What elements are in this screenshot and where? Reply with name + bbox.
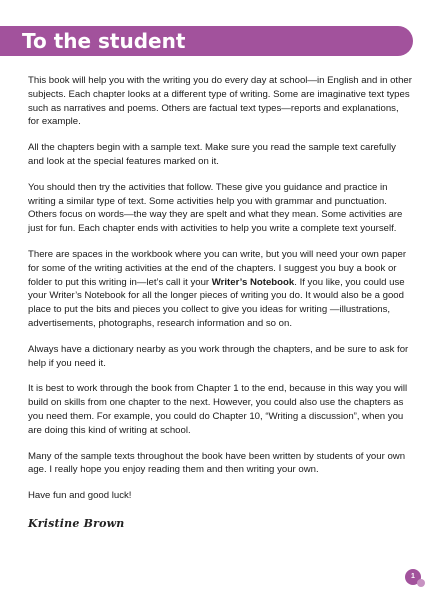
paragraph-closing: Have fun and good luck! xyxy=(28,490,132,502)
page-title: To the student xyxy=(22,29,186,53)
paragraph-activities: You should then try the activities that follow. These give you guidance and practice in writing a similar type of text. Some activities help you with grammar and punctuation. Others focus on words—the way they are spelt and what they mean. Some activities are just for fun. Each chapter ends with activities to help you write a complete text yourself. xyxy=(28,181,403,235)
paragraph-sample-texts: Many of the sample texts throughout the book have been written by students of your own age. I really hope you enjoy reading them and then writing your own. xyxy=(28,450,406,476)
paragraph-writers-notebook xyxy=(28,248,412,331)
page-number: 1 xyxy=(411,573,415,580)
paragraph-dictionary: Always have a dictionary nearby as you work through the chapters, and be sure to ask for help if you need it. xyxy=(28,343,409,369)
author-signature: Kristine Brown xyxy=(28,516,125,530)
header-band xyxy=(0,26,413,56)
page-number-badge xyxy=(405,569,421,585)
writers-notebook-term: Writer’s Notebook xyxy=(211,276,295,288)
paragraph-intro: This book will help you with the writing you do every day at school—in English and in other subjects. Each chapter looks at a different type of writing. Some are imaginative text types such as narratives and poems. Others are factual text types—reports and explanations, for example. xyxy=(28,75,412,128)
paragraph-text: There are spaces in the workbook where you can write, but you will need your own paper for some of the writing activities at the end of the chapters. I suggest you buy a book or folder to put this writing in—let’s call it your xyxy=(28,248,407,288)
paragraph-chapter-order: It is best to work through the book from Chapter 1 to the end, because in this way you will build on skills from one chapter to the next. However, you could also use the chapters as you need them. For example, you could do Chapter 10, “Writing a discussion”, when you are doing this kind of writing at school. xyxy=(28,383,408,436)
body-text xyxy=(28,74,412,530)
paragraph-sample-text: All the chapters begin with a sample text. Make sure you read the sample text carefully and look at the special features marked on it. xyxy=(28,142,396,167)
paragraph-text: . If you like, you could use your Writer’s Notebook for all the longer pieces of writing you do. It would also be a good place to put the bits and pieces you collect to give you ideas for writing —illustrations, advertisements, photographs, research information and so on. xyxy=(28,276,405,329)
